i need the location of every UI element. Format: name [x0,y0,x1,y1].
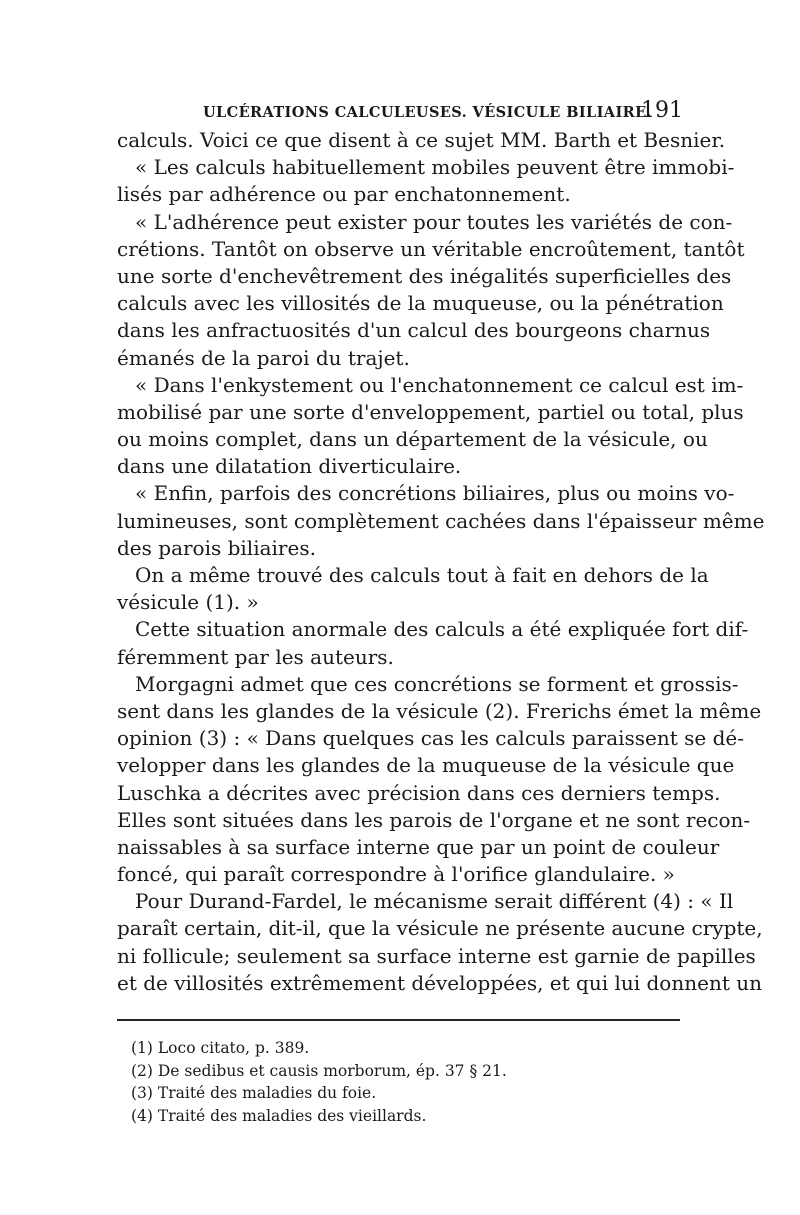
text-line: Luschka a décrites avec précision dans ces derniers temps. [117,780,721,805]
text-line: « Les calculs habituellement mobiles peuvent être immobi- [135,155,735,180]
text-line: Cette situation anormale des calculs a été expliquée fort dif- [135,617,749,642]
text-line: dans une dilatation diverticulaire. [117,454,462,479]
text-line: foncé, qui paraît correspondre à l'orifice glandulaire. » [117,862,675,887]
text-line: des parois biliaires. [117,535,316,560]
footnote-divider [117,1019,680,1021]
text-line: calculs avec les villosités de la muqueuse, ou la pénétration [117,291,724,316]
body-text [117,127,765,997]
text-line: Pour Durand-Fardel, le mécanisme serait différent (4) : « Il [135,889,734,914]
text-line: calculs. Voici ce que disent à ce sujet MM. Barth et Besnier. [117,128,726,152]
text-line: mobilisé par une sorte d'enveloppement, partiel ou total, plus [117,399,744,424]
text-line: ni follicule; seulement sa surface interne est garnie de papilles [117,943,756,968]
text-line: paraît certain, dit-il, que la vésicule ne présente aucune crypte, [117,916,763,941]
text-line: lisés par adhérence ou par enchatonnement. [117,182,571,207]
text-line: ou moins complet, dans un département de la vésicule, ou [117,427,708,452]
running-head [203,98,683,122]
text-line: « Dans l'enkystement ou l'enchatonnement ce calcul est im- [135,372,744,397]
footnote: (2) De sedibus et causis morborum, ép. 37 § 21. [131,1061,507,1080]
text-line: « Enfin, parfois des concrétions biliaires, plus ou moins vo- [135,481,735,506]
page-number: 191 [641,98,683,123]
text-line: crétions. Tantôt on observe un véritable encroûtement, tantôt [117,236,745,261]
text-line: une sorte d'enchevêtrement des inégalités superficielles des [117,263,732,288]
text-line: émanés de la paroi du trajet. [117,345,410,370]
text-line: dans les anfractuosités d'un calcul des bourgeons charnus [117,318,711,343]
text-line: opinion (3) : « Dans quelques cas les calculs paraissent se dé- [117,726,745,751]
text-line: velopper dans les glandes de la muqueuse de la vésicule que [117,753,735,778]
text-line: Morgagni admet que ces concrétions se forment et grossis- [135,671,739,696]
footnote: (4) Traité des maladies des vieillards. [131,1106,427,1125]
text-line: naissables à sa surface interne que par un point de couleur [117,834,720,859]
text-line: et de villosités extrêmement développées, et qui lui donnent un [117,970,762,995]
text-line: féremment par les auteurs. [117,644,394,669]
running-title: ULCÉRATIONS CALCULEUSES. VÉSICULE BILIAIRE. [203,104,652,121]
text-line: « L'adhérence peut exister pour toutes les variétés de con- [135,209,733,234]
footnote: (1) Loco citato, p. 389. [131,1039,310,1057]
text-line: Elles sont situées dans les parois de l'organe et ne sont recon- [117,807,751,832]
footnote: (3) Traité des maladies du foie. [131,1084,377,1102]
text-line: vésicule (1). » [117,590,259,615]
footnotes [131,1037,671,1127]
text-line: On a même trouvé des calculs tout à fait en dehors de la [135,563,709,587]
text-line: lumineuses, sont complètement cachées dans l'épaisseur même [117,508,765,533]
text-line: sent dans les glandes de la vésicule (2). Frerichs émet la même [117,698,762,723]
